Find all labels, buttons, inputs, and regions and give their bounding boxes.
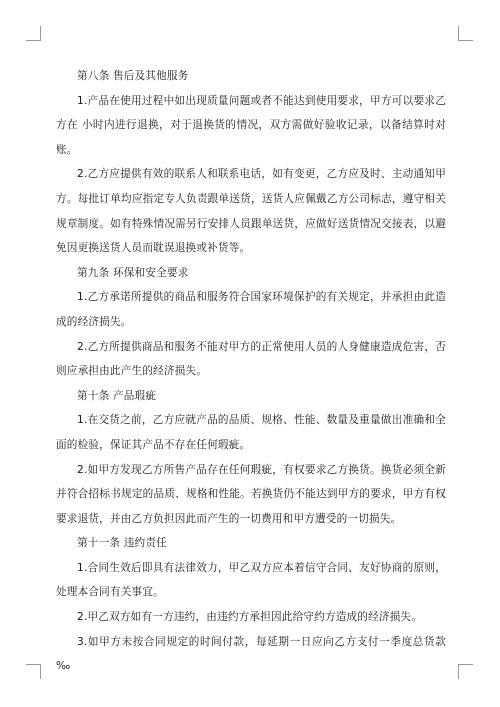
paragraph: 2.乙方应提供有效的联系人和联系电话，如有变更，乙方应及时、主动通知甲方。每批订单均应指定专人负责跟单送货，送货人应佩戴乙方公司标志，遵守相关规章制度。如有特殊情况需另行安排人员跟单送货，应做好送货情况交接表，以避免因更换送货人员而耽误退换或补货等。 xyxy=(56,168,446,255)
section-heading-8: 第八条 售后及其他服务 xyxy=(77,70,189,82)
paragraph: 1.在交货之前，乙方应就产品的品质、规格、性能、数量及重量做出准确和全面的检验，保证其产品不存在任何瑕疵。 xyxy=(56,414,446,451)
paragraph: 2.如甲方发现乙方所售产品存在任何瑕疵，有权要求乙方换货。换货必须全新并符合招标书规定的品质、规格和性能。若换货仍不能达到甲方的要求，甲方有权要求退货，并由乙方负担因此而产生的一切费用和甲方遭受的一切损失。 xyxy=(56,463,446,525)
crop-mark-bottom-left xyxy=(26,664,41,679)
crop-mark-top-right xyxy=(458,26,473,41)
paragraph: 2.甲乙双方如有一方违约，由违约方承担因此给守约方造成的经济损失。 xyxy=(77,611,423,624)
paragraph: 2.乙方所提供商品和服务不能对甲方的正常使用人员的人身健康造成危害，否则应承担由此产生的经济损失。 xyxy=(56,340,446,378)
section-heading-9: 第九条 环保和安全要求 xyxy=(77,266,189,279)
section-heading-10: 第十条 产品瑕疵 xyxy=(77,389,157,402)
section-heading-11: 第十一条 违约责任 xyxy=(77,537,167,550)
crop-mark-top-left xyxy=(26,26,41,41)
document-body xyxy=(56,64,446,679)
paragraph: 1.产品在使用过程中如出现质量问题或者不能达到使用要求，甲方可以要求乙方在 小时内进行退换，对于退换货的情况，双方需做好验收记录，以备结算时对账。 xyxy=(56,94,446,156)
crop-mark-bottom-right xyxy=(458,664,473,679)
paragraph: 1.合同生效后即具有法律效力，甲乙双方应本着信守合同、友好协商的原则，处理本合同有关事宜。 xyxy=(56,561,446,599)
paragraph: 3.如甲方未按合同规定的时间付款，每延期一日应向乙方支付一季度总货款 ‰ xyxy=(56,635,446,673)
paragraph: 1.乙方承诺所提供的商品和服务符合国家环境保护的有关规定，并承担由此造成的经济损失。 xyxy=(56,291,446,328)
